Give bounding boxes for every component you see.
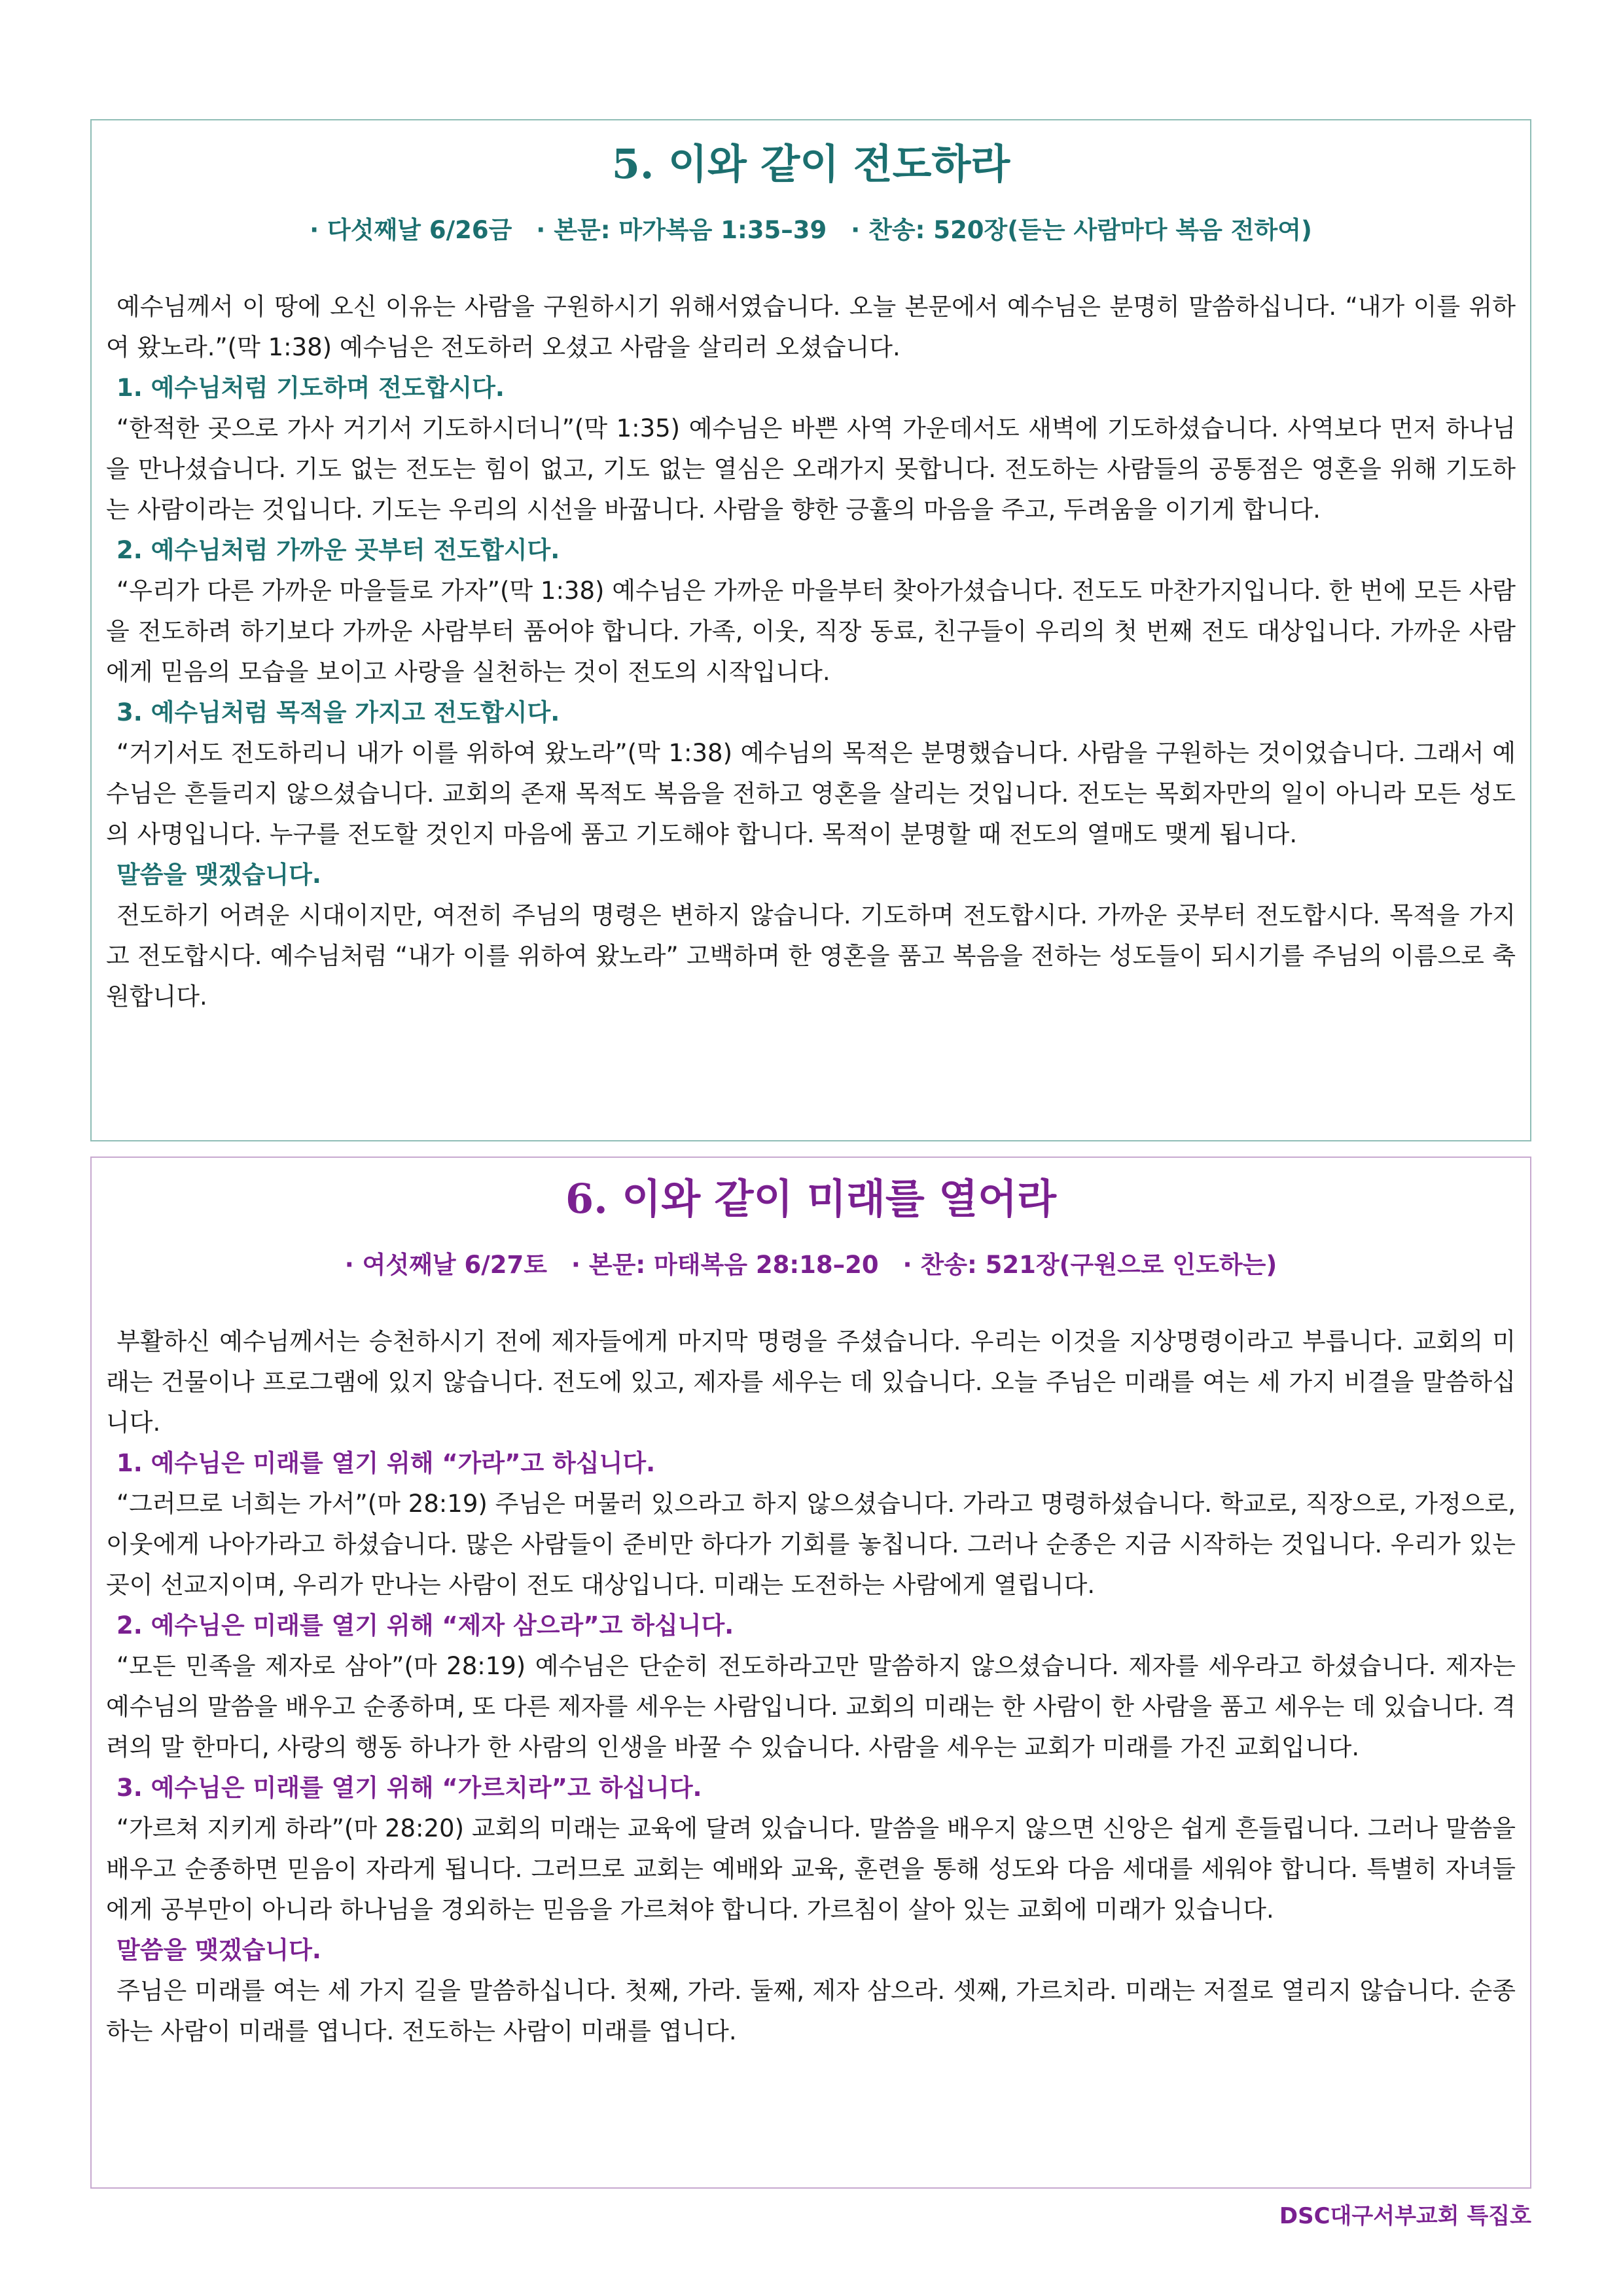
meta-scripture: · 본문: 마태복음 28:18–20	[571, 1251, 879, 1279]
point-heading: 1. 예수님은 미래를 열기 위해 “가라”고 하십니다.	[116, 1449, 656, 1477]
intro-paragraph: 예수님께서 이 땅에 오신 이유는 사람을 구원하시기 위해서였습니다. 오늘 본문에서 예수님은 분명히 말씀하십니다. “내가 이를 위하여 왔노라.”(막 1:38) 예수님은 전도하러 오셨고 사람을 살리러 오셨습니다.	[106, 293, 1516, 361]
point-heading: 3. 예수님은 미래를 열기 위해 “가르치라”고 하십니다.	[116, 1774, 702, 1802]
point-heading: 2. 예수님처럼 가까운 곳부터 전도합시다.	[116, 536, 560, 564]
publication-footer: DSC대구서부교회 특집호	[1279, 2203, 1531, 2229]
section-meta	[106, 207, 1516, 254]
section-meta	[106, 1242, 1516, 1289]
section-title: 5. 이와 같이 전도하라	[611, 140, 1010, 188]
section-title: 6. 이와 같이 미래를 열어라	[565, 1175, 1056, 1223]
point-heading: 3. 예수님처럼 목적을 가지고 전도합시다.	[116, 698, 560, 726]
point-paragraph: “우리가 다른 가까운 마을들로 가자”(막 1:38) 예수님은 가까운 마을부터 찾아가셨습니다. 전도도 마찬가지입니다. 한 번에 모든 사람을 전도하려 하기보다 가까운 사람부터 품어야 합니다. 가족, 이웃, 직장 동료, 친구들이 우리의 첫 번째 전도 대상입니다. 가까운 사람에게 믿음의 모습을 보이고 사랑을 실천하는 것이 전도의 시작입니다.	[106, 577, 1516, 686]
meta-hymn: · 찬송: 520장(듣는 사람마다 복음 전하여)	[851, 216, 1312, 244]
conclusion-heading: 말씀을 맺겠습니다.	[116, 1936, 321, 1964]
devotional-section-6	[90, 1157, 1531, 2189]
point-paragraph: “한적한 곳으로 가사 거기서 기도하시더니”(막 1:35) 예수님은 바쁜 사역 가운데서도 새벽에 기도하셨습니다. 사역보다 먼저 하나님을 만나셨습니다. 기도 없는 전도는 힘이 없고, 기도 없는 열심은 오래가지 못합니다. 전도하는 사람들의 공통점은 영혼을 위해 기도하는 사람이라는 것입니다. 기도는 우리의 시선을 바꿉니다. 사람을 향한 긍휼의 마음을 주고, 두려움을 이기게 합니다.	[106, 414, 1516, 524]
point-paragraph: “거기서도 전도하리니 내가 이를 위하여 왔노라”(막 1:38) 예수님의 목적은 분명했습니다. 사람을 구원하는 것이었습니다. 그래서 예수님은 흔들리지 않으셨습니다. 교회의 존재 목적도 복음을 전하고 영혼을 살리는 것입니다. 전도는 목회자만의 일이 아니라 모든 성도의 사명입니다. 누구를 전도할 것인지 마음에 품고 기도해야 합니다. 목적이 분명할 때 전도의 열매도 맺게 됩니다.	[106, 739, 1516, 848]
section-body	[106, 1321, 1516, 2052]
meta-day: · 다섯째날 6/26금	[310, 216, 512, 244]
meta-scripture: · 본문: 마가복음 1:35–39	[536, 216, 827, 244]
meta-day: · 여섯째날 6/27토	[344, 1251, 548, 1279]
section-body	[106, 287, 1516, 1017]
point-heading: 2. 예수님은 미래를 열기 위해 “제자 삼으라”고 하십니다.	[116, 1611, 734, 1640]
point-paragraph: “그러므로 너희는 가서”(마 28:19) 주님은 머물러 있으라고 하지 않으셨습니다. 가라고 명령하셨습니다. 학교로, 직장으로, 가정으로, 이웃에게 나아가라고 하셨습니다. 많은 사람들이 준비만 하다가 기회를 놓칩니다. 그러나 순종은 지금 시작하는 것입니다. 우리가 있는 곳이 선교지이며, 우리가 만나는 사람이 전도 대상입니다. 미래는 도전하는 사람에게 열립니다.	[106, 1490, 1516, 1599]
point-heading: 1. 예수님처럼 기도하며 전도합시다.	[116, 374, 505, 402]
point-paragraph: “모든 민족을 제자로 삼아”(마 28:19) 예수님은 단순히 전도하라고만 말씀하지 않으셨습니다. 제자를 세우라고 하셨습니다. 제자는 예수님의 말씀을 배우고 순종하며, 또 다른 제자를 세우는 사람입니다. 교회의 미래는 한 사람이 한 사람을 품고 세우는 데 있습니다. 격려의 말 한마디, 사랑의 행동 하나가 한 사람의 인생을 바꿀 수 있습니다. 사람을 세우는 교회가 미래를 가진 교회입니다.	[106, 1652, 1516, 1761]
conclusion-heading: 말씀을 맺겠습니다.	[116, 861, 321, 889]
devotional-section-5	[90, 119, 1531, 1141]
conclusion-paragraph: 주님은 미래를 여는 세 가지 길을 말씀하십니다. 첫째, 가라. 둘째, 제자 삼으라. 셋째, 가르치라. 미래는 저절로 열리지 않습니다. 순종하는 사람이 미래를 엽니다. 전도하는 사람이 미래를 엽니다.	[106, 1977, 1516, 2045]
meta-hymn: · 찬송: 521장(구원으로 인도하는)	[902, 1251, 1277, 1279]
point-paragraph: “가르쳐 지키게 하라”(마 28:20) 교회의 미래는 교육에 달려 있습니다. 말씀을 배우지 않으면 신앙은 쉽게 흔들립니다. 그러나 말씀을 배우고 순종하면 믿음이 자라게 됩니다. 그러므로 교회는 예배와 교육, 훈련을 통해 성도와 다음 세대를 세워야 합니다. 특별히 자녀들에게 공부만이 아니라 하나님을 경외하는 믿음을 가르쳐야 합니다. 가르침이 살아 있는 교회에 미래가 있습니다.	[106, 1814, 1516, 1924]
intro-paragraph: 부활하신 예수님께서는 승천하시기 전에 제자들에게 마지막 명령을 주셨습니다. 우리는 이것을 지상명령이라고 부릅니다. 교회의 미래는 건물이나 프로그램에 있지 않습니다. 전도에 있고, 제자를 세우는 데 있습니다. 오늘 주님은 미래를 여는 세 가지 비결을 말씀하십니다.	[106, 1327, 1516, 1437]
conclusion-paragraph: 전도하기 어려운 시대이지만, 여전히 주님의 명령은 변하지 않습니다. 기도하며 전도합시다. 가까운 곳부터 전도합시다. 목적을 가지고 전도합시다. 예수님처럼 “내가 이를 위하여 왔노라” 고백하며 한 영혼을 품고 복음을 전하는 성도들이 되시기를 주님의 이름으로 축원합니다.	[106, 901, 1516, 1011]
